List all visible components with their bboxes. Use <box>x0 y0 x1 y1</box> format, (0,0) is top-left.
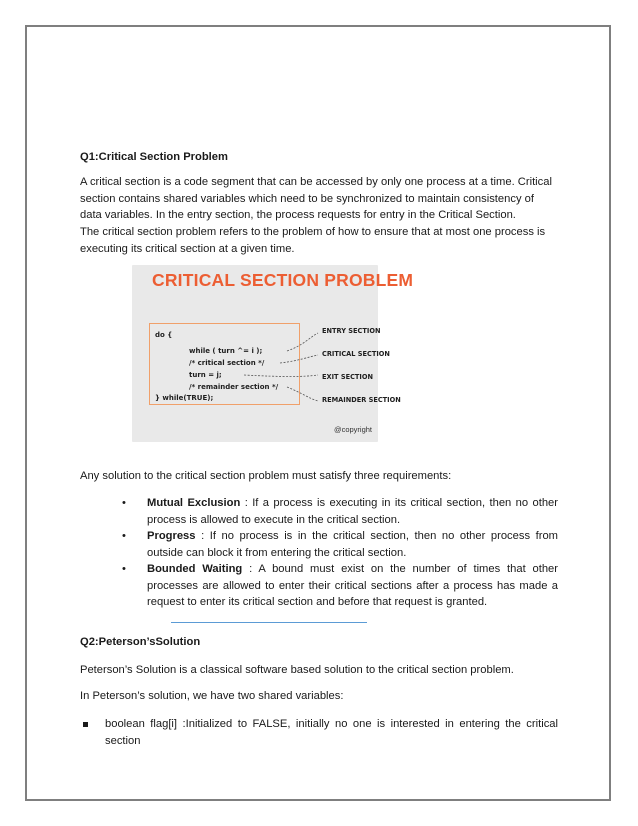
requirement-bounded-waiting <box>122 561 558 611</box>
critical-section-figure <box>132 265 414 442</box>
exit-arrow <box>244 375 318 377</box>
bullet-icon: • <box>122 530 126 542</box>
square-bullet-icon <box>83 722 88 727</box>
q2-heading: Q2:Peterson’sSolution <box>80 636 201 648</box>
q1-paragraph-1: A critical section is a code segment that can be accessed by only one process at a time. Critical section contains shared variables which need to be synchronized to maintain consistency of data variables. In the entry section, the process requests for entry in the Critical Section. <box>80 176 552 221</box>
requirements-list <box>122 495 558 611</box>
code-line: while ( turn ^= i ); <box>189 347 263 355</box>
requirement-text: : If no process is in the critical section, then no other process from outside can block it from entering the critical section. <box>147 530 558 559</box>
q1-paragraph-2: The critical section problem refers to the problem of how to ensure that at most one process is executing its critical section at a given time. <box>80 226 546 255</box>
requirement-term: Progress <box>147 530 196 542</box>
shared-variable-item <box>80 716 558 749</box>
requirement-text: : A bound must exist on the number of times that other processes are allowed to enter their critical sections after a process has made a request to enter its critical section and before that request is granted. <box>147 563 559 608</box>
requirement-mutual-exclusion <box>122 495 558 528</box>
shared-variable-text: boolean flag[i] :Initialized to FALSE, initially no one is interested in entering the critical section <box>105 718 558 747</box>
critical-arrow <box>280 355 318 363</box>
code-line: /* critical section */ <box>189 359 265 367</box>
code-line: /* remainder section */ <box>189 383 279 391</box>
requirement-term: Mutual Exclusion <box>147 497 241 509</box>
exit-section-label: EXIT SECTION <box>322 373 374 381</box>
remainder-section-label: REMAINDER SECTION <box>322 396 401 404</box>
code-line: turn = j; <box>189 371 222 379</box>
bullet-icon: • <box>122 563 126 575</box>
requirements-intro: Any solution to the critical section problem must satisfy three requirements: <box>80 470 452 482</box>
requirement-text: : If a process is executing in its critical section, then no other process is allowed to execute in the critical section. <box>147 497 559 526</box>
figure-title: CRITICAL SECTION PROBLEM <box>152 270 414 290</box>
critical-section-label: CRITICAL SECTION <box>322 350 390 358</box>
code-line: } while(TRUE); <box>155 394 214 402</box>
separator-line <box>171 622 367 623</box>
code-line: do { <box>155 331 173 339</box>
bullet-icon: • <box>122 497 126 509</box>
requirement-term: Bounded Waiting <box>147 563 243 575</box>
remainder-arrow <box>287 387 318 401</box>
requirement-progress <box>122 528 558 561</box>
entry-arrow <box>287 333 318 351</box>
q1-heading: Q1:Critical Section Problem <box>80 151 228 163</box>
copyright-note: @copyright <box>333 425 372 434</box>
q2-paragraph-1: Peterson’s Solution is a classical software based solution to the critical section problem. <box>80 664 514 676</box>
q2-paragraph-2: In Peterson’s solution, we have two shared variables: <box>80 690 344 702</box>
entry-section-label: ENTRY SECTION <box>322 327 381 335</box>
